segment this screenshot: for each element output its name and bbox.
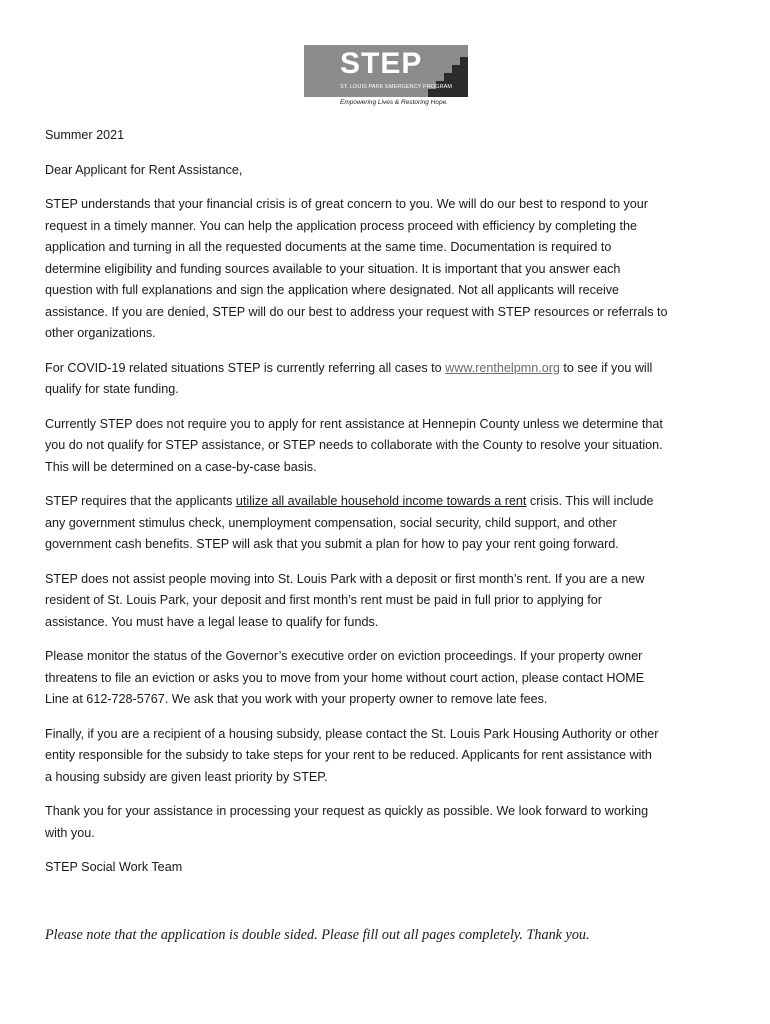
logo-wordmark: STEP	[340, 47, 423, 80]
paragraph-hennepin: Currently STEP does not require you to apply for rent assistance at Hennepin County unless we determine that you do not qualify for STEP assistance, or STEP needs to collaborate with the County to resolve your situation. This will be determined on a case-by-case basis.	[45, 416, 663, 474]
letter-body	[45, 125, 727, 892]
double-sided-note: Please note that the application is double sided. Please fill out all pages completely. Thank you.	[45, 927, 590, 943]
paragraph-covid: For COVID-19 related situations STEP is currently referring all cases to www.renthelpmn.org to see if you will qualify for state funding.	[45, 360, 653, 396]
paragraph-eviction: Please monitor the status of the Governor’s executive order on eviction proceedings. If your property owner threatens to file an eviction or asks you to move from your home without court action, please contact HOME Line at 612-728-5767. We ask that you work with your property owner to remove late fees.	[45, 649, 645, 706]
logo-subtitle: ST. LOUIS PARK EMERGENCY PROGRAM	[340, 84, 453, 90]
letter-signature: STEP Social Work Team	[45, 860, 183, 874]
logo-tagline: Empowering Lives & Restoring Hope.	[340, 99, 449, 106]
paragraph-subsidy: Finally, if you are a recipient of a housing subsidy, please contact the St. Louis Park Housing Authority or other entity responsible for the subsidy to take steps for your rent to be reduced. Applicants for rent assistance with a housing subsidy are given least priority by STEP.	[45, 726, 659, 784]
paragraph-thanks: Thank you for your assistance in processing your request as quickly as possible. We look forward to working with you.	[45, 804, 649, 840]
logo-box	[304, 45, 468, 97]
paragraph-intro: STEP understands that your financial crisis is of great concern to you. We will do our best to respond to your request in a timely manner. You can help the application process proceed with efficiency by completing the application and turning in all the requested documents at the same time. Documentation is required to determine eligibility and funding sources available to your situation. It is important that you answer each question with full explanations and sign the application where designated. Not all applicants will receive assistance. If you are denied, STEP will do our best to address your request with STEP resources or referrals to other organizations.	[45, 197, 668, 340]
underlined-requirement: utilize all available household income towards a rent	[235, 494, 527, 508]
paragraph-deposit: STEP does not assist people moving into St. Louis Park with a deposit or first month’s rent. If you are a new resident of St. Louis Park, your deposit and first month’s rent must be paid in full prior to applying for assistance. You must have a legal lease to qualify for funds.	[45, 571, 645, 629]
letter-date: Summer 2021	[45, 128, 125, 142]
step-logo	[304, 45, 468, 109]
letter-salutation: Dear Applicant for Rent Assistance,	[45, 162, 243, 177]
renthelpmn-link[interactable]: www.renthelpmn.org	[445, 360, 560, 375]
paragraph-income: STEP requires that the applicants utilize all available household income towards a rent crisis. This will include any government stimulus check, unemployment compensation, social security, child support, and other government cash benefits. STEP will ask that you submit a plan for how to pay your rent going forward.	[45, 494, 654, 551]
